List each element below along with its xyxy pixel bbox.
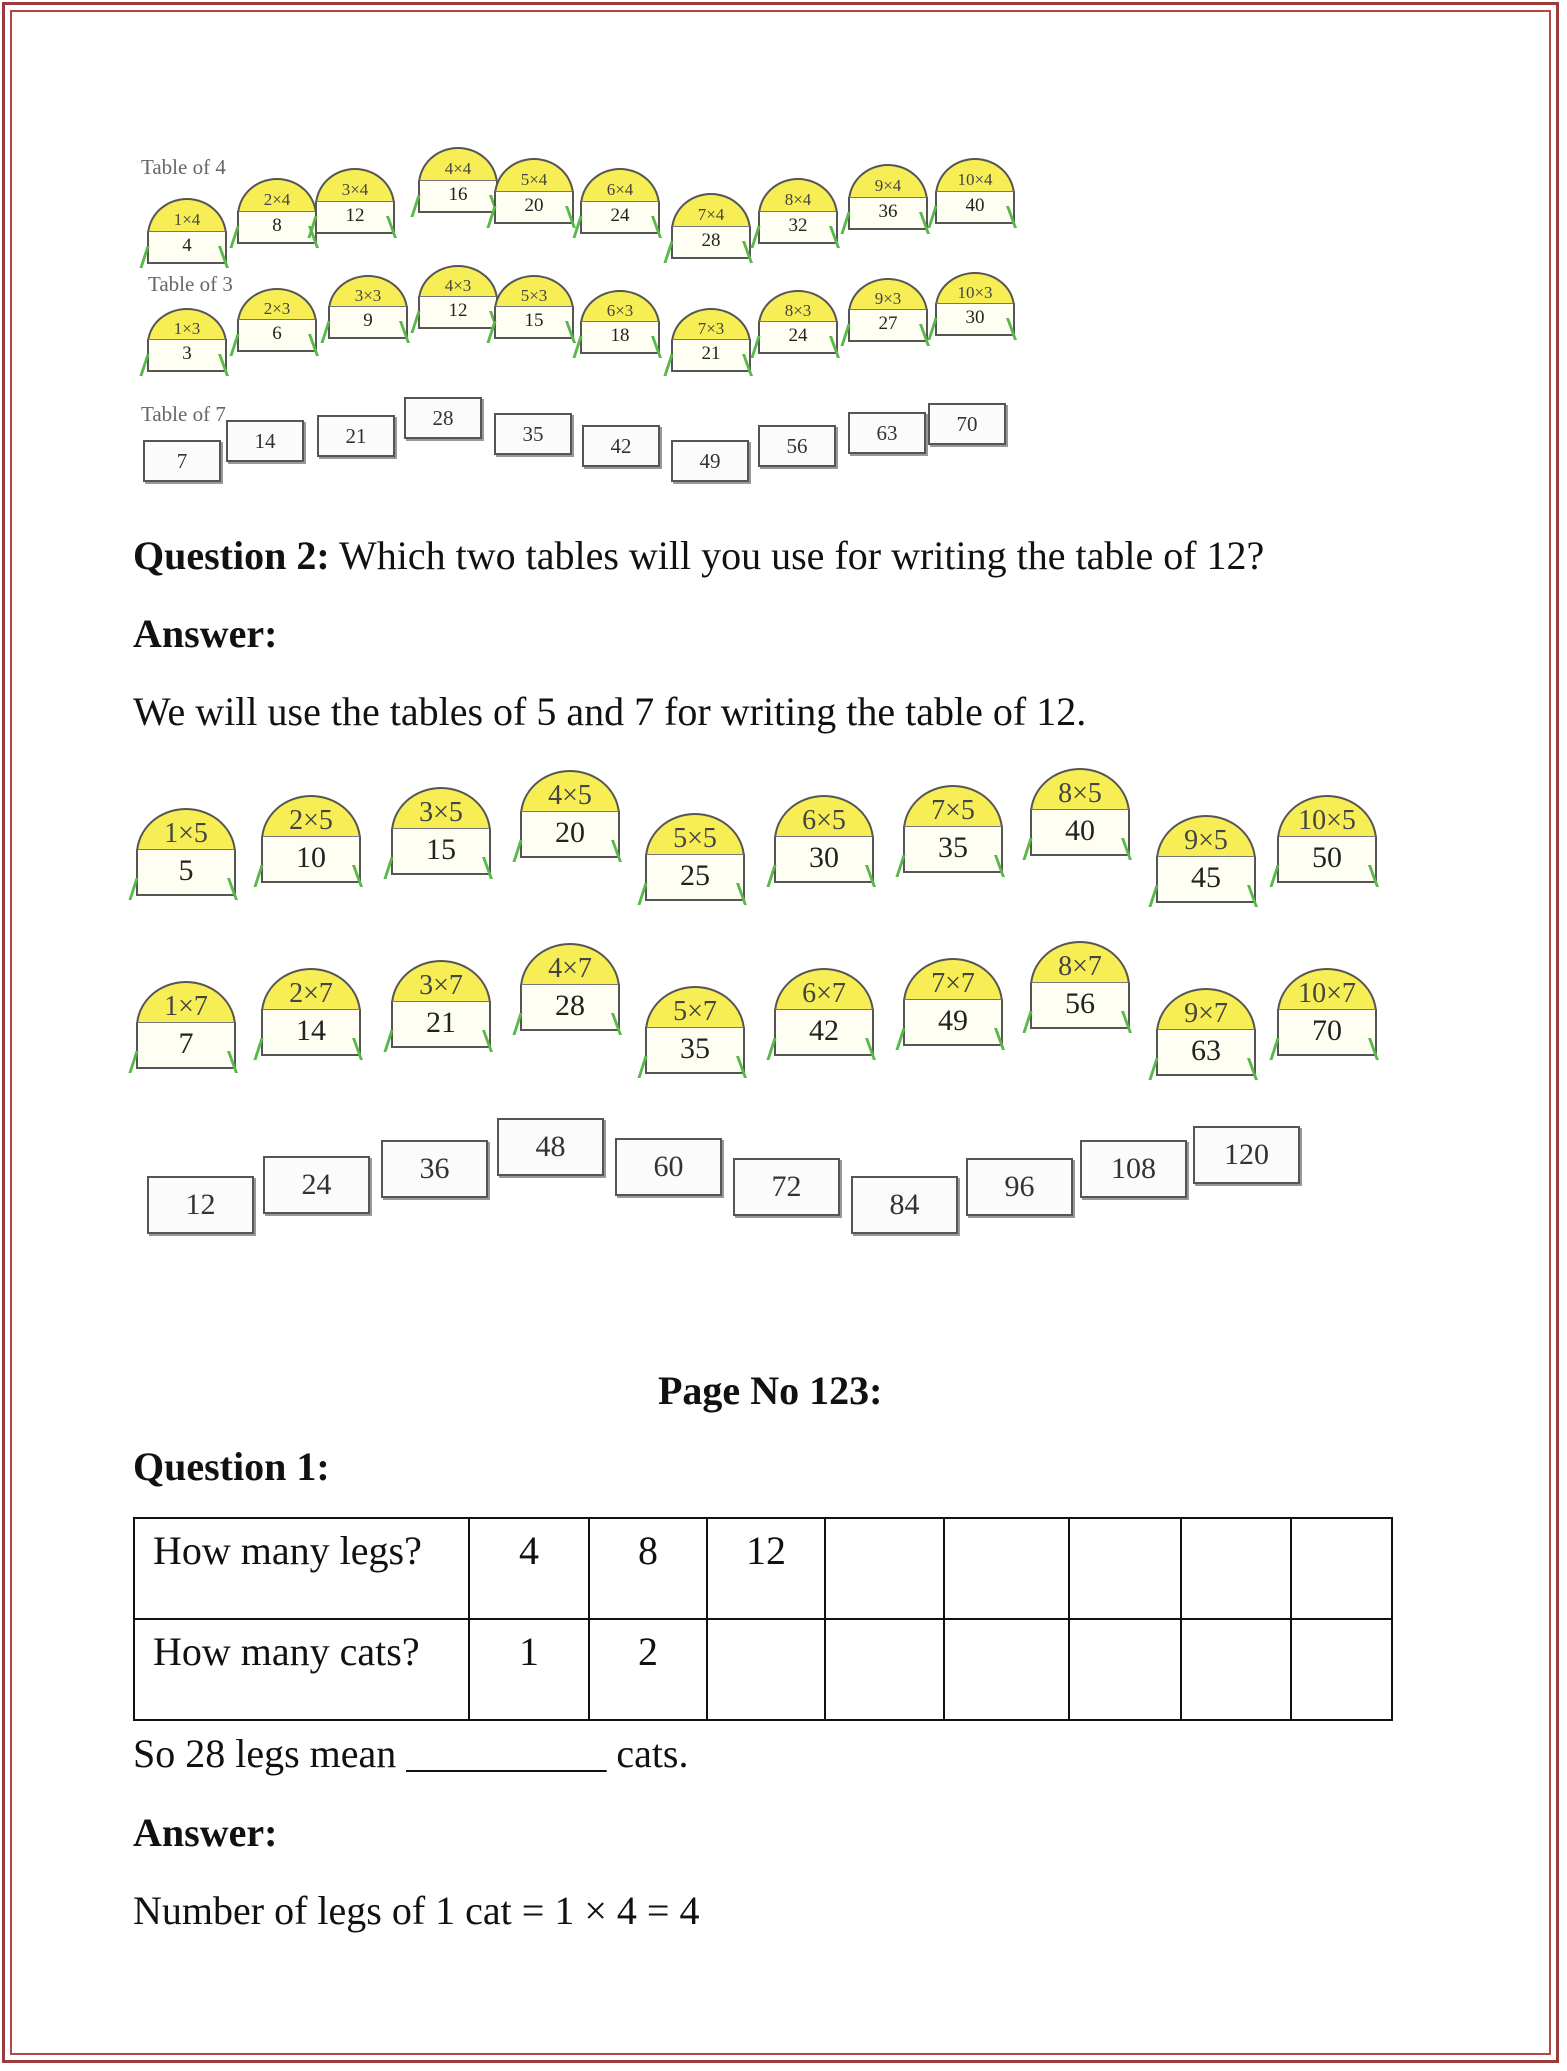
table-12-box: 12 xyxy=(147,1176,254,1234)
legs-cell: 12 xyxy=(707,1518,825,1619)
cap-value: 56 xyxy=(1030,982,1130,1029)
table-cap xyxy=(1277,968,1377,1056)
table-cap xyxy=(758,178,838,244)
table-12-box: 108 xyxy=(1080,1140,1187,1198)
cap-value: 50 xyxy=(1277,836,1377,883)
table-of-7-label: Table of 7 xyxy=(141,402,226,426)
cap-value: 9 xyxy=(328,306,408,339)
table-12-box: 84 xyxy=(851,1176,958,1234)
cap-value: 30 xyxy=(935,303,1015,336)
table-cap xyxy=(147,198,227,264)
table-cap xyxy=(774,795,874,883)
cap-value: 3 xyxy=(147,339,227,372)
table-cap xyxy=(418,265,498,329)
table-cap xyxy=(494,158,574,224)
table-cap xyxy=(237,288,317,352)
cap-expression: 7×7 xyxy=(903,958,1003,1004)
table-cap xyxy=(237,178,317,244)
table-cap xyxy=(758,290,838,354)
cap-expression: 8×4 xyxy=(758,178,838,216)
table-cap xyxy=(848,278,928,342)
cap-value: 24 xyxy=(580,201,660,234)
table-cap xyxy=(1156,988,1256,1076)
cap-expression: 8×3 xyxy=(758,290,838,326)
cap-value: 18 xyxy=(580,321,660,354)
cap-value: 28 xyxy=(671,226,751,259)
cap-expression: 5×3 xyxy=(494,275,574,311)
cap-expression: 7×5 xyxy=(903,785,1003,831)
cap-expression: 4×4 xyxy=(418,147,498,185)
cap-value: 40 xyxy=(935,191,1015,224)
prompt-after: cats. xyxy=(616,1731,689,1776)
question-2-answer-text: We will use the tables of 5 and 7 for writing the table of 12. xyxy=(133,689,1087,734)
cap-expression: 9×5 xyxy=(1156,815,1256,861)
table-box: 42 xyxy=(582,425,660,467)
cats-cell: 2 xyxy=(589,1619,707,1720)
cats-row-header: How many cats? xyxy=(134,1619,469,1720)
cap-value: 8 xyxy=(237,211,317,244)
table-cap xyxy=(935,158,1015,224)
table-of-4-label: Table of 4 xyxy=(141,155,226,179)
table-box: 21 xyxy=(317,415,395,457)
legs-cell xyxy=(1069,1518,1181,1619)
cap-expression: 4×3 xyxy=(418,265,498,301)
table-cap xyxy=(261,795,361,883)
table-cap xyxy=(1156,815,1256,903)
cap-value: 27 xyxy=(848,309,928,342)
table-cap xyxy=(1277,795,1377,883)
cap-expression: 1×4 xyxy=(147,198,227,236)
cap-expression: 9×3 xyxy=(848,278,928,314)
cap-expression: 10×3 xyxy=(935,272,1015,308)
table-cap xyxy=(494,275,574,339)
table-box: 56 xyxy=(758,425,836,467)
cap-value: 15 xyxy=(494,306,574,339)
cap-value: 42 xyxy=(774,1009,874,1056)
prompt-before: So 28 legs mean xyxy=(133,1731,397,1776)
question-1-label: Question 1: xyxy=(133,1444,330,1489)
table-cap xyxy=(391,960,491,1048)
cats-prompt xyxy=(133,1730,689,1777)
table-cap xyxy=(147,308,227,372)
table-cap xyxy=(136,981,236,1069)
question-2 xyxy=(133,532,1264,579)
legs-cell: 4 xyxy=(469,1518,589,1619)
table-cap xyxy=(774,968,874,1056)
table-cap xyxy=(935,272,1015,336)
cap-expression: 1×5 xyxy=(136,808,236,854)
cap-expression: 2×4 xyxy=(237,178,317,216)
cap-value: 10 xyxy=(261,836,361,883)
cap-value: 6 xyxy=(237,319,317,352)
cap-value: 12 xyxy=(418,296,498,329)
table-box: 70 xyxy=(928,403,1006,445)
table-cap xyxy=(580,290,660,354)
table-cap xyxy=(391,787,491,875)
cap-value: 36 xyxy=(848,197,928,230)
cap-value: 20 xyxy=(494,191,574,224)
cap-value: 30 xyxy=(774,836,874,883)
table-cap xyxy=(1030,768,1130,856)
cap-expression: 10×4 xyxy=(935,158,1015,196)
question-2-answer-label: Answer: xyxy=(133,611,278,656)
cap-expression: 9×7 xyxy=(1156,988,1256,1034)
cap-value: 24 xyxy=(758,321,838,354)
table-cap xyxy=(645,813,745,901)
cap-value: 40 xyxy=(1030,809,1130,856)
cap-value: 63 xyxy=(1156,1029,1256,1076)
table-12-box: 96 xyxy=(966,1158,1073,1216)
table-cap xyxy=(261,968,361,1056)
table-cap xyxy=(520,943,620,1031)
cap-expression: 4×5 xyxy=(520,770,620,816)
legs-cell xyxy=(1181,1518,1291,1619)
table-row-cats xyxy=(134,1619,1392,1720)
cap-value: 45 xyxy=(1156,856,1256,903)
table-box: 7 xyxy=(143,440,221,482)
question-2-label: Question 2: xyxy=(133,533,330,578)
cap-expression: 6×7 xyxy=(774,968,874,1014)
cap-value: 4 xyxy=(147,231,227,264)
cap-value: 28 xyxy=(520,984,620,1031)
cap-value: 70 xyxy=(1277,1009,1377,1056)
table-12-box: 36 xyxy=(381,1140,488,1198)
table-cap xyxy=(418,147,498,213)
cap-expression: 4×7 xyxy=(520,943,620,989)
cap-expression: 10×5 xyxy=(1277,795,1377,841)
cap-expression: 3×7 xyxy=(391,960,491,1006)
cap-expression: 1×7 xyxy=(136,981,236,1027)
cats-cell xyxy=(707,1619,825,1720)
page-heading: Page No 123: xyxy=(658,1368,883,1413)
cats-cell xyxy=(1181,1619,1291,1720)
cap-expression: 2×7 xyxy=(261,968,361,1014)
table-cap xyxy=(903,785,1003,873)
table-cap xyxy=(671,193,751,259)
table-12-box: 24 xyxy=(263,1156,370,1214)
cap-expression: 2×5 xyxy=(261,795,361,841)
cap-value: 35 xyxy=(903,826,1003,873)
table-cap xyxy=(328,275,408,339)
cap-value: 5 xyxy=(136,849,236,896)
cap-expression: 9×4 xyxy=(848,164,928,202)
cap-expression: 3×3 xyxy=(328,275,408,311)
table-box: 49 xyxy=(671,440,749,482)
answer-blank: __________ xyxy=(406,1731,607,1776)
table-12-box: 120 xyxy=(1193,1126,1300,1184)
cap-expression: 10×7 xyxy=(1277,968,1377,1014)
table-12-box: 60 xyxy=(615,1138,722,1196)
cap-value: 14 xyxy=(261,1009,361,1056)
cap-value: 20 xyxy=(520,811,620,858)
cap-expression: 6×4 xyxy=(580,168,660,206)
cap-expression: 5×7 xyxy=(645,986,745,1032)
cap-expression: 5×4 xyxy=(494,158,574,196)
table-cap xyxy=(903,958,1003,1046)
legs-cell xyxy=(944,1518,1069,1619)
cap-expression: 7×4 xyxy=(671,193,751,231)
cap-expression: 2×3 xyxy=(237,288,317,324)
legs-cell: 8 xyxy=(589,1518,707,1619)
cap-value: 7 xyxy=(136,1022,236,1069)
table-cap xyxy=(1030,941,1130,1029)
cats-cell: 1 xyxy=(469,1619,589,1720)
table-box: 28 xyxy=(404,397,482,439)
cap-value: 21 xyxy=(391,1001,491,1048)
cap-expression: 8×7 xyxy=(1030,941,1130,987)
cats-cell xyxy=(944,1619,1069,1720)
table-cap xyxy=(645,986,745,1074)
cap-value: 35 xyxy=(645,1027,745,1074)
cap-expression: 5×5 xyxy=(645,813,745,859)
legs-cats-table xyxy=(133,1517,1393,1721)
cap-value: 32 xyxy=(758,211,838,244)
table-cap xyxy=(136,808,236,896)
table-cap xyxy=(315,168,395,234)
table-12-box: 72 xyxy=(733,1158,840,1216)
table-cap xyxy=(580,168,660,234)
cap-value: 49 xyxy=(903,999,1003,1046)
cap-expression: 7×3 xyxy=(671,308,751,344)
cap-expression: 8×5 xyxy=(1030,768,1130,814)
legs-cell xyxy=(825,1518,944,1619)
cap-value: 25 xyxy=(645,854,745,901)
table-12-box: 48 xyxy=(497,1118,604,1176)
table-cap xyxy=(848,164,928,230)
cap-value: 21 xyxy=(671,339,751,372)
legs-row-header: How many legs? xyxy=(134,1518,469,1619)
cap-expression: 3×5 xyxy=(391,787,491,833)
cap-expression: 6×3 xyxy=(580,290,660,326)
table-box: 63 xyxy=(848,412,926,454)
question-1-answer-label: Answer: xyxy=(133,1810,278,1855)
legs-cell xyxy=(1291,1518,1392,1619)
table-row-legs xyxy=(134,1518,1392,1619)
table-of-3-label: Table of 3 xyxy=(148,272,233,296)
question-1-answer-text: Number of legs of 1 cat = 1 × 4 = 4 xyxy=(133,1888,700,1933)
cap-value: 15 xyxy=(391,828,491,875)
table-box: 14 xyxy=(226,420,304,462)
table-cap xyxy=(671,308,751,372)
question-2-text: Which two tables will you use for writing the table of 12? xyxy=(338,533,1265,578)
cap-expression: 6×5 xyxy=(774,795,874,841)
cats-cell xyxy=(1069,1619,1181,1720)
cats-cell xyxy=(825,1619,944,1720)
table-box: 35 xyxy=(494,413,572,455)
cap-expression: 1×3 xyxy=(147,308,227,344)
cap-value: 16 xyxy=(418,180,498,213)
cap-value: 12 xyxy=(315,201,395,234)
table-cap xyxy=(520,770,620,858)
cats-cell xyxy=(1291,1619,1392,1720)
cap-expression: 3×4 xyxy=(315,168,395,206)
